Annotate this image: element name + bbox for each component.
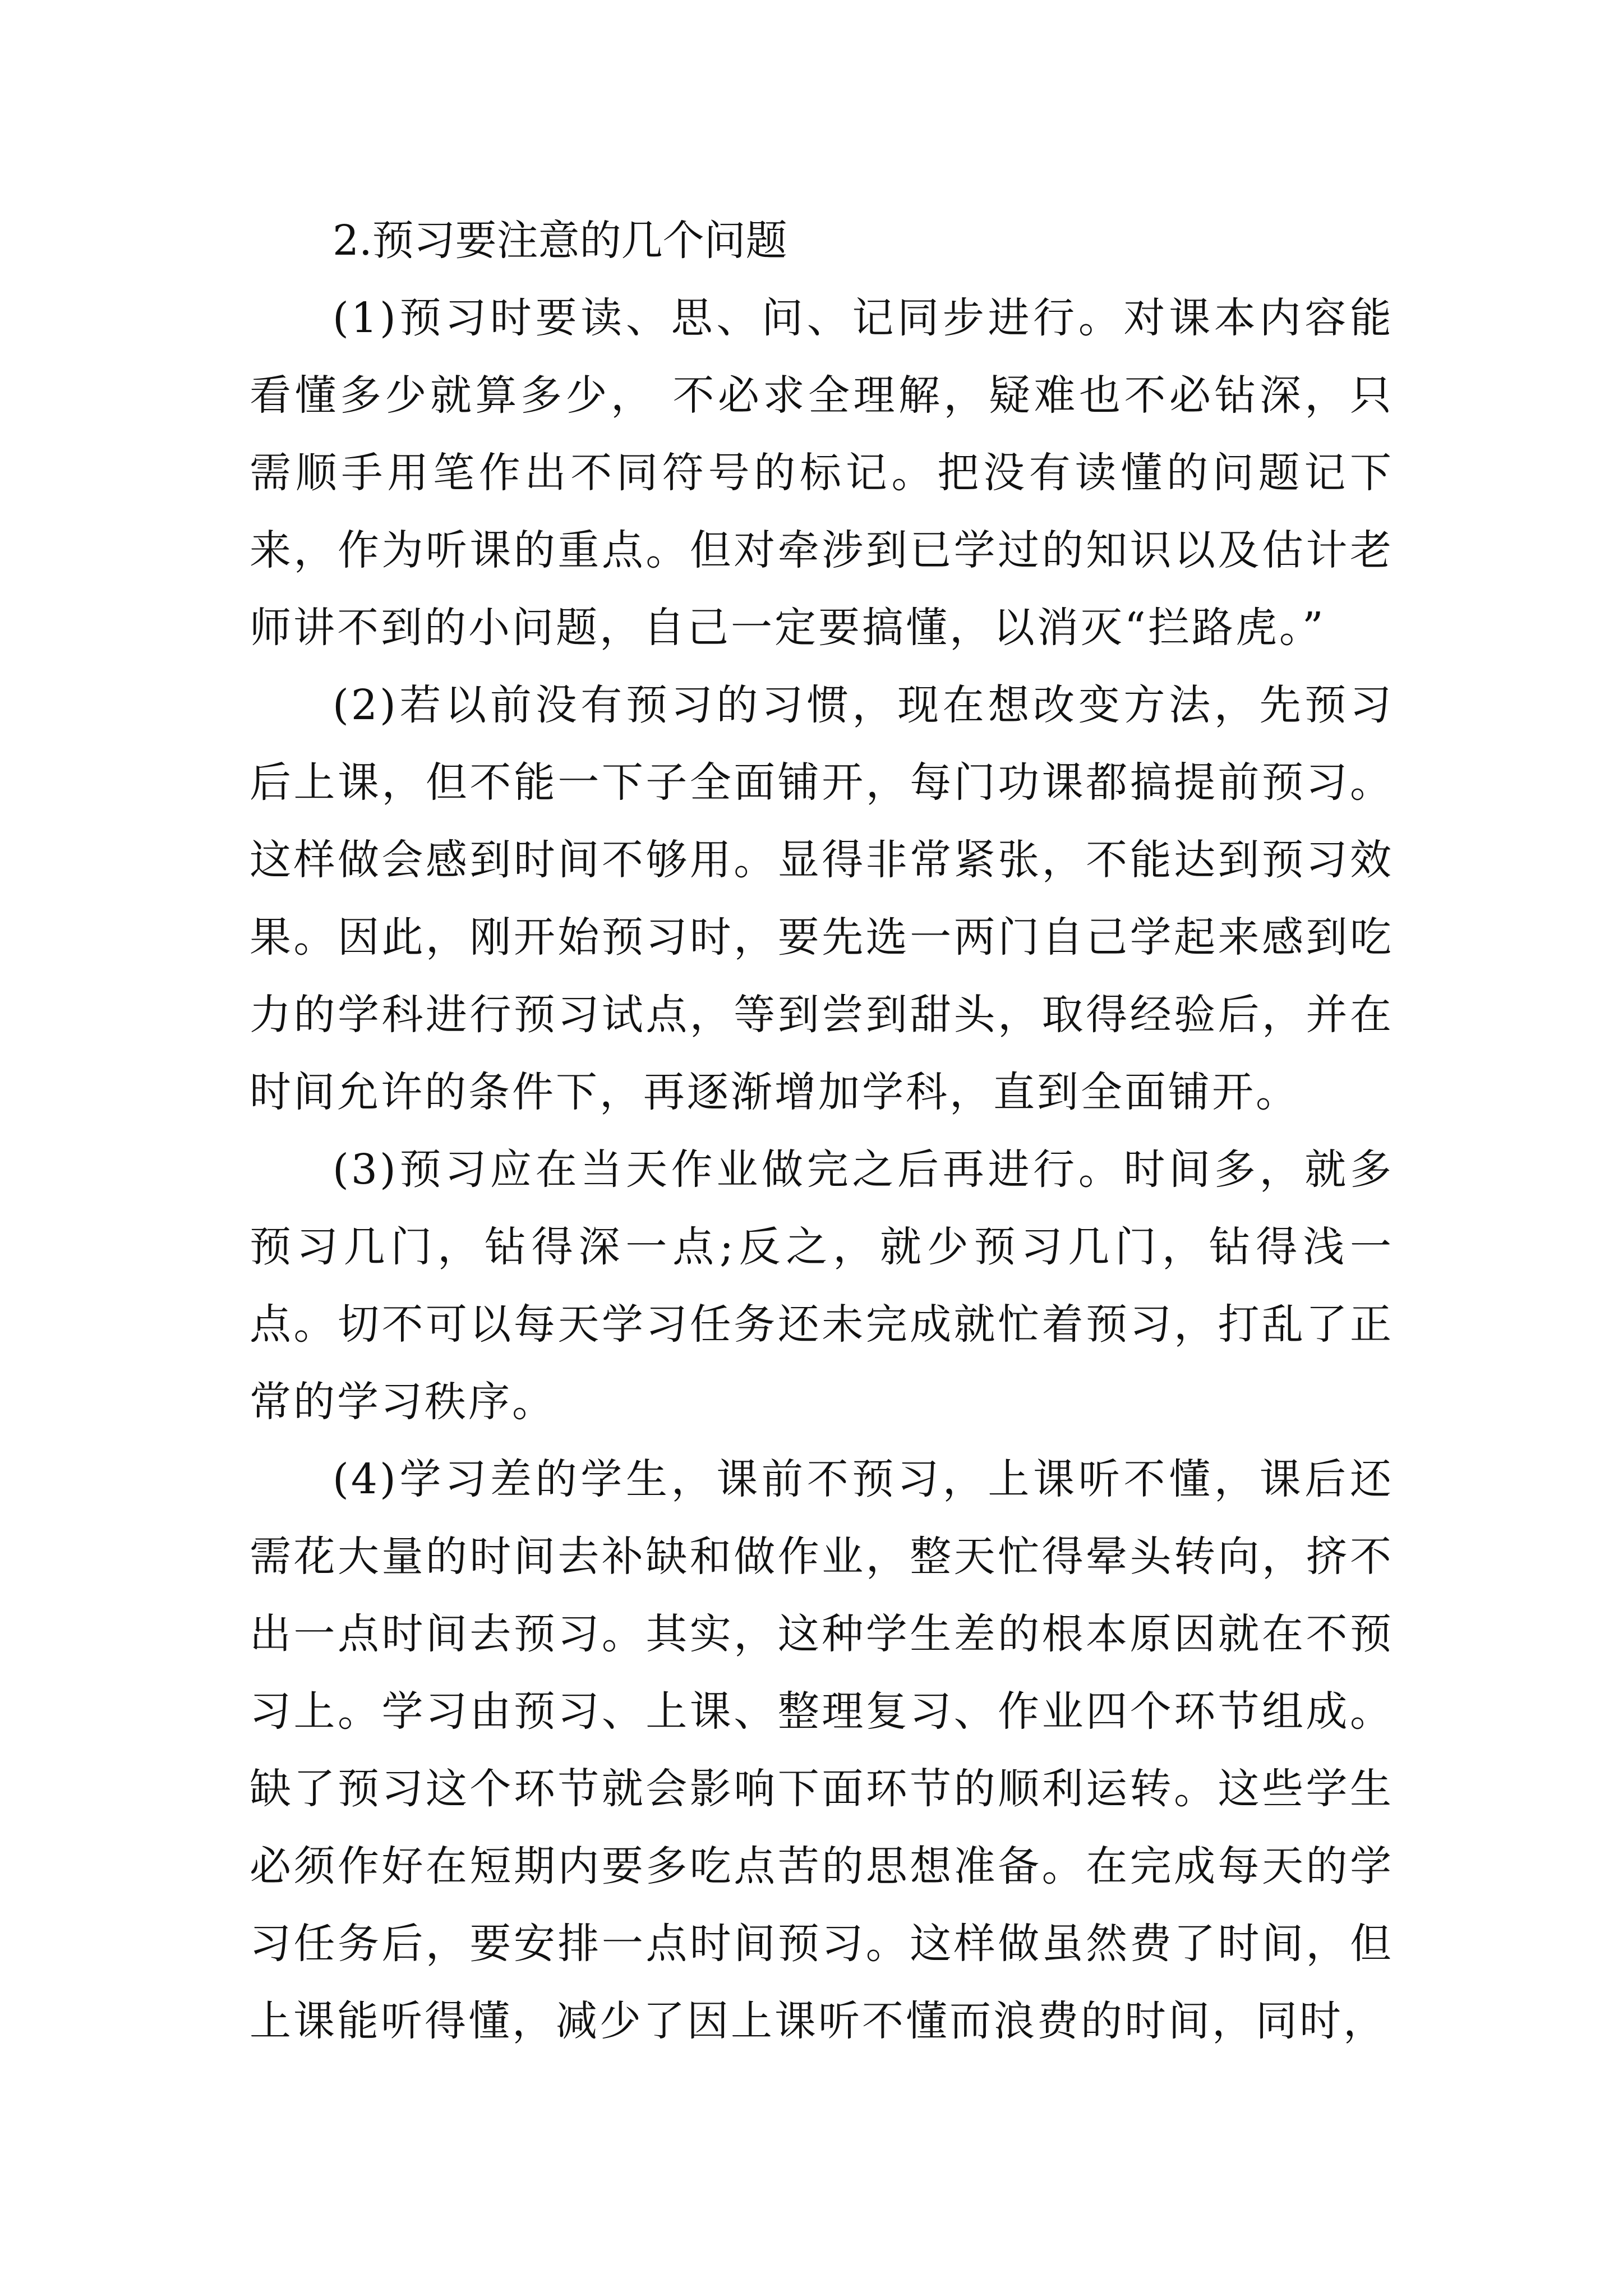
paragraph-2: (2)若以前没有预习的习惯，现在想改变方法，先预习后上课，但不能一下子全面铺开，每门功课都搞提前预习。这样做会感到时间不够用。显得非常紧张，不能达到预习效果。因此，刚开始预习时，要先选一两门自己学起来感到吃力的学科进行预习试点，等到尝到甜头，取得经验后，并在时间允许的条件下，再逐渐增加学科，直到全面铺开。 [250, 681, 1394, 1116]
paragraph-3: (3)预习应在当天作业做完之后再进行。时间多，就多预习几门，钻得深一点;反之，就少预习几门，钻得浅一点。切不可以每天学习任务还未完成就忙着预习，打乱了正常的学习秩序。 [250, 1145, 1394, 1426]
document-body [250, 202, 1394, 2060]
paragraph-1: (1)预习时要读、思、问、记同步进行。对课本内容能看懂多少就算多少， 不必求全理解，疑难也不必钻深，只需顺手用笔作出不同符号的标记。把没有读懂的问题记下来，作为听课的重点。但对牵涉到已学过的知识以及估计老师讲不到的小问题，自己一定要搞懂，以消灭“拦路虎。” [250, 294, 1394, 652]
paragraph-4: (4)学习差的学生，课前不预习，上课听不懂，课后还需花大量的时间去补缺和做作业，整天忙得晕头转向，挤不出一点时间去预习。其实，这种学生差的根本原因就在不预习上。学习由预习、上课、整理复习、作业四个环节组成。缺了预习这个环节就会影响下面环节的顺利运转。这些学生必须作好在短期内要多吃点苦的思想准备。在完成每天的学习任务后，要安排一点时间预习。这样做虽然费了时间，但上课能听得懂，减少了因上课听不懂而浪费的时间，同时， [250, 1455, 1394, 2045]
section-heading: 2.预习要注意的几个问题 [333, 217, 787, 265]
